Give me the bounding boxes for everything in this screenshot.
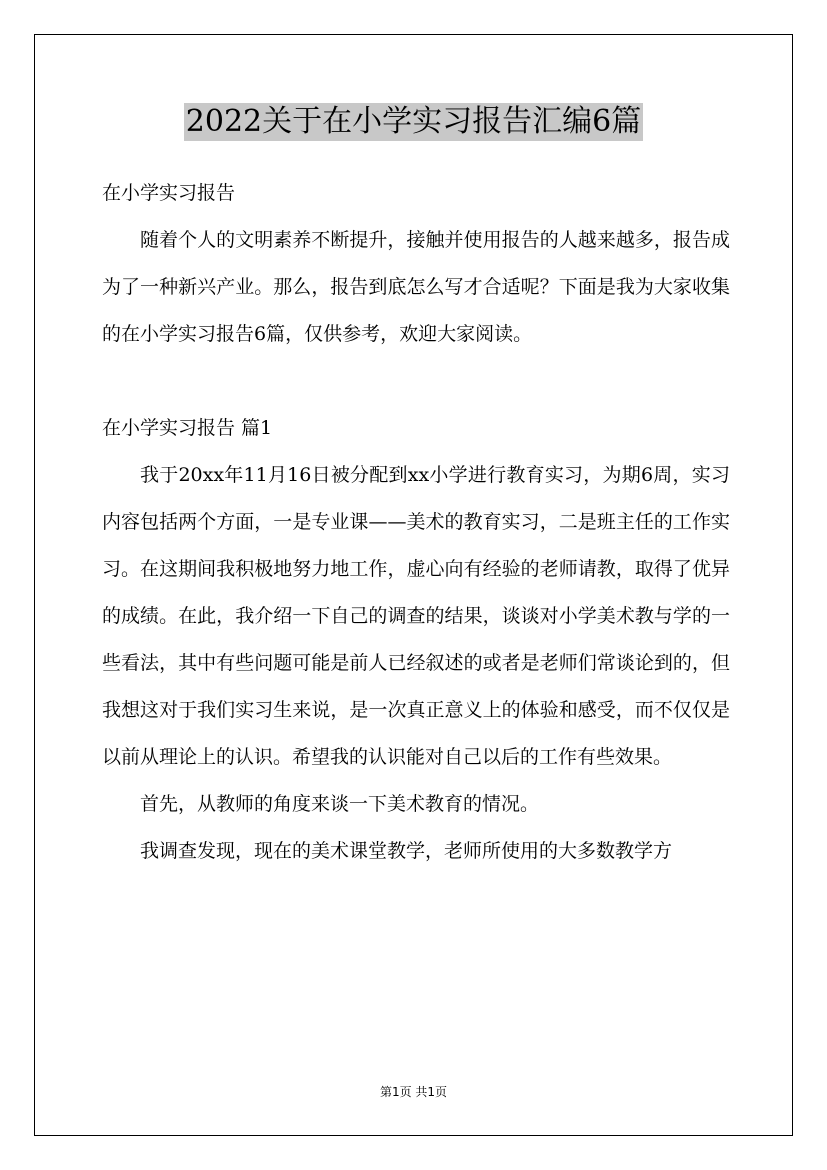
section-spacer — [102, 358, 730, 405]
document-body — [102, 170, 730, 875]
section-1-paragraph-2: 首先，从教师的角度来谈一下美术教育的情况。 — [140, 793, 540, 815]
section-1-paragraph-1: 我于20xx年11月16日被分配到xx小学进行教育实习，为期6周，实习内容包括两个方面，一是专业课——美术的教育实习，二是班主任的工作实习。在这期间我积极地努力地工作，虚心向有经验的老师请教，取得了优异的成绩。在此，我介绍一下自己的调查的结果，谈谈对小学美术教与学的一些看法，其中有些问题可能是前人已经叙述的或者是老师们常谈论到的，但我想这对于我们实习生来说，是一次真正意义上的体验和感受，而不仅仅是以前从理论上的认识。希望我的认识能对自己以后的工作有些效果。 — [102, 464, 730, 768]
intro-heading: 在小学实习报告 — [102, 182, 236, 204]
document-title: 2022关于在小学实习报告汇编6篇 — [185, 104, 642, 139]
section-heading-1: 在小学实习报告 篇1 — [102, 417, 273, 439]
section-1-paragraph-3: 我调查发现，现在的美术课堂教学，老师所使用的大多数教学方 — [140, 840, 673, 862]
title-container — [0, 103, 827, 141]
page-footer: 第1页 共1页 — [379, 1085, 448, 1099]
intro-paragraph: 随着个人的文明素养不断提升，接触并使用报告的人越来越多，报告成为了一种新兴产业。那么，报告到底怎么写才合适呢？下面是我为大家收集的在小学实习报告6篇，仅供参考，欢迎大家阅读。 — [102, 229, 730, 345]
